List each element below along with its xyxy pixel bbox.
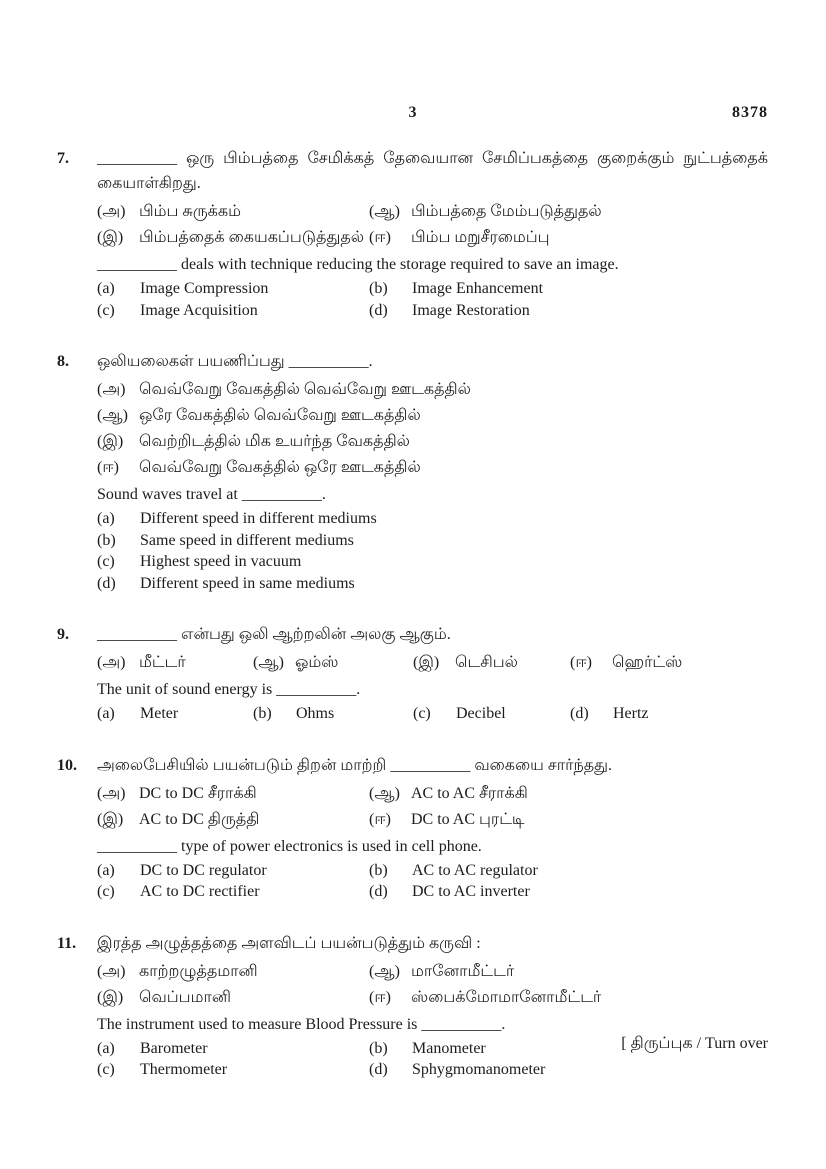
option-d [369, 881, 768, 903]
option-label: (ஈ) [369, 810, 391, 828]
option-c [97, 300, 369, 322]
option-text: AC to AC regulator [412, 861, 538, 879]
option-text: Same speed in different mediums [140, 531, 354, 549]
question-10 [57, 753, 768, 906]
option-text: Barometer [140, 1039, 208, 1057]
option-label: (b) [253, 705, 272, 722]
option-label: (b) [369, 861, 388, 879]
option-tamil-i [97, 985, 369, 1011]
question-number: 10. [57, 756, 77, 774]
question-text-tamil: இரத்த அழுத்தத்தை அளவிடப் பயன்படுத்தும் கருவி : [97, 934, 481, 952]
option-label: (a) [97, 705, 115, 722]
option-tamil-a [97, 199, 369, 225]
option-label: (b) [369, 280, 388, 297]
option-tamil-aa [253, 650, 413, 676]
option-text: பிம்ப மறுசீரமைப்பு [411, 229, 550, 246]
question-7 [57, 146, 768, 324]
option-text: பிம்ப சுருக்கம் [139, 203, 241, 220]
option-label: (ஆ) [253, 654, 284, 671]
question-text-tamil: ஒலியலைகள் பயணிப்பது __________. [97, 353, 373, 370]
question-text-english: __________ deals with technique reducing the storage required to save an image. [97, 256, 619, 273]
option-tamil-i [97, 807, 369, 833]
option-a [97, 1038, 369, 1060]
option-text: ஸ்பைக்மோமானோமீட்டர் [411, 988, 602, 1006]
question-number: 8. [57, 353, 69, 370]
english-options [97, 508, 768, 594]
option-label: (ஆ) [97, 407, 128, 424]
option-text: DC to DC regulator [140, 861, 267, 879]
option-b [369, 278, 768, 300]
question-text-english: __________ type of power electronics is used in cell phone. [97, 837, 482, 855]
option-tamil-i [97, 225, 369, 251]
option-label: (அ) [97, 654, 126, 671]
option-text: Image Acquisition [140, 301, 258, 319]
option-d [97, 573, 768, 595]
page-number: 3 [408, 104, 417, 121]
tamil-options [97, 377, 768, 481]
option-tamil-a [97, 959, 369, 985]
option-text: Thermometer [140, 1061, 228, 1078]
option-a [97, 860, 369, 882]
option-label: (a) [97, 861, 115, 879]
tamil-options [97, 959, 768, 1011]
option-text: DC to AC inverter [412, 883, 530, 900]
option-d [369, 300, 768, 322]
question-text-tamil: __________ என்பது ஒலி ஆற்றலின் அலகு ஆகும். [97, 626, 451, 643]
question-number: 9. [57, 626, 69, 643]
option-label: (a) [97, 1039, 115, 1057]
option-label: (b) [369, 1039, 388, 1057]
option-text: Meter [140, 705, 179, 722]
option-label: (c) [97, 883, 115, 900]
option-label: (d) [369, 301, 388, 319]
option-tamil-aa [369, 199, 768, 225]
option-text: வெவ்வேறு வேகத்தில் ஒரே ஊடகத்தில் [139, 459, 421, 476]
option-c [97, 1059, 369, 1081]
question-text-english: The unit of sound energy is __________. [97, 681, 361, 698]
option-text: DC to DC சீராக்கி [139, 784, 257, 802]
option-text: Image Compression [140, 280, 269, 297]
option-c [97, 551, 768, 573]
option-label: (a) [97, 280, 115, 297]
option-label: (d) [369, 1061, 388, 1078]
page-header [57, 104, 768, 126]
option-tamil-i [413, 650, 570, 676]
option-label: (இ) [97, 433, 124, 450]
option-text: மீட்டர் [139, 654, 186, 671]
option-text: வெப்பமானி [139, 988, 231, 1006]
option-text: Manometer [412, 1039, 486, 1057]
option-tamil-ee [369, 807, 768, 833]
option-text: Different speed in different mediums [140, 510, 377, 527]
option-tamil-a [97, 650, 253, 676]
option-label: (d) [570, 705, 589, 722]
option-c [413, 703, 570, 725]
question-text-tamil: அலைபேசியில் பயன்படும் திறன் மாற்றி __________ வகையை சார்ந்தது. [97, 756, 612, 774]
paper-code: 8378 [732, 104, 768, 121]
option-text: Different speed in same mediums [140, 574, 355, 592]
option-label: (d) [97, 574, 116, 592]
question-text-tamil: __________ ஒரு பிம்பத்தை சேமிக்கத் தேவையான சேமிப்பகத்தை குறைக்கும் நுட்பத்தைக் கையாள்கிறது. [97, 150, 768, 192]
option-a [97, 508, 768, 530]
option-label: (அ) [97, 203, 126, 220]
option-c [97, 881, 369, 903]
option-text: Sphygmomanometer [412, 1061, 546, 1078]
option-text: AC to DC rectifier [140, 883, 260, 900]
option-label: (இ) [97, 810, 124, 828]
option-b [97, 530, 768, 552]
option-tamil-ee [570, 650, 768, 676]
option-text: Ohms [296, 705, 335, 722]
option-d [369, 1059, 768, 1081]
option-text: டெசிபல் [455, 654, 518, 671]
option-text: Image Restoration [412, 301, 530, 319]
question-11 [57, 931, 768, 1084]
option-label: (c) [97, 1061, 115, 1078]
option-label: (அ) [97, 784, 126, 802]
option-a [97, 278, 369, 300]
option-d [570, 703, 768, 725]
question-text-english: Sound waves travel at __________. [97, 486, 326, 503]
question-number: 11. [57, 934, 77, 952]
english-options [97, 278, 768, 321]
option-tamil-a [97, 377, 768, 403]
option-text: Highest speed in vacuum [140, 553, 302, 570]
option-label: (அ) [97, 381, 126, 398]
option-label: (அ) [97, 962, 126, 980]
option-tamil-ee [97, 455, 768, 481]
option-label: (ஆ) [369, 962, 400, 980]
option-tamil-aa [369, 959, 768, 985]
option-label: (ஆ) [369, 784, 400, 802]
option-label: (c) [97, 553, 115, 570]
english-options [97, 703, 768, 725]
tamil-options [97, 781, 768, 833]
option-label: (ஈ) [570, 654, 592, 671]
question-9 [57, 622, 768, 728]
option-text: மானோமீட்டர் [411, 962, 515, 980]
option-a [97, 703, 253, 725]
option-b [253, 703, 413, 725]
option-tamil-aa [97, 403, 768, 429]
option-label: (c) [413, 705, 431, 722]
tamil-options [97, 199, 768, 251]
option-tamil-aa [369, 781, 768, 807]
option-text: Hertz [613, 705, 649, 722]
option-text: Image Enhancement [412, 280, 544, 297]
option-tamil-a [97, 781, 369, 807]
option-label: (ஈ) [369, 229, 391, 246]
option-label: (c) [97, 301, 115, 319]
option-tamil-i [97, 429, 768, 455]
option-label: (ஈ) [369, 988, 391, 1006]
option-text: ஹெர்ட்ஸ் [612, 654, 683, 671]
option-text: ஓம்ஸ் [295, 654, 339, 671]
option-label: (a) [97, 510, 115, 527]
option-label: (இ) [413, 654, 440, 671]
turn-over-note: [ திருப்புக / Turn over [621, 1035, 768, 1052]
option-text: AC to AC சீராக்கி [411, 784, 528, 802]
option-text: பிம்பத்தைக் கையகப்படுத்துதல் [139, 229, 365, 246]
option-text: காற்றழுத்தமானி [139, 962, 258, 980]
option-label: (ஆ) [369, 203, 400, 220]
option-text: வெவ்வேறு வேகத்தில் வெவ்வேறு ஊடகத்தில் [139, 381, 471, 398]
option-text: ஒரே வேகத்தில் வெவ்வேறு ஊடகத்தில் [139, 407, 421, 424]
option-label: (இ) [97, 988, 124, 1006]
tamil-options [97, 650, 768, 676]
option-b [369, 860, 768, 882]
question-number: 7. [57, 150, 69, 167]
option-label: (இ) [97, 229, 124, 246]
option-text: AC to DC திருத்தி [139, 810, 260, 828]
option-tamil-ee [369, 985, 768, 1011]
question-8 [57, 349, 768, 597]
option-tamil-ee [369, 225, 768, 251]
option-text: Decibel [456, 705, 506, 722]
option-label: (d) [369, 883, 388, 900]
page-footer [621, 1034, 768, 1054]
option-label: (ஈ) [97, 459, 119, 476]
option-label: (b) [97, 531, 116, 549]
option-text: பிம்பத்தை மேம்படுத்துதல் [411, 203, 602, 220]
question-text-english: The instrument used to measure Blood Pressure is __________. [97, 1015, 506, 1033]
option-text: வெற்றிடத்தில் மிக உயர்ந்த வேகத்தில் [139, 433, 410, 450]
option-text: DC to AC புரட்டி [411, 810, 525, 828]
english-options [97, 860, 768, 903]
